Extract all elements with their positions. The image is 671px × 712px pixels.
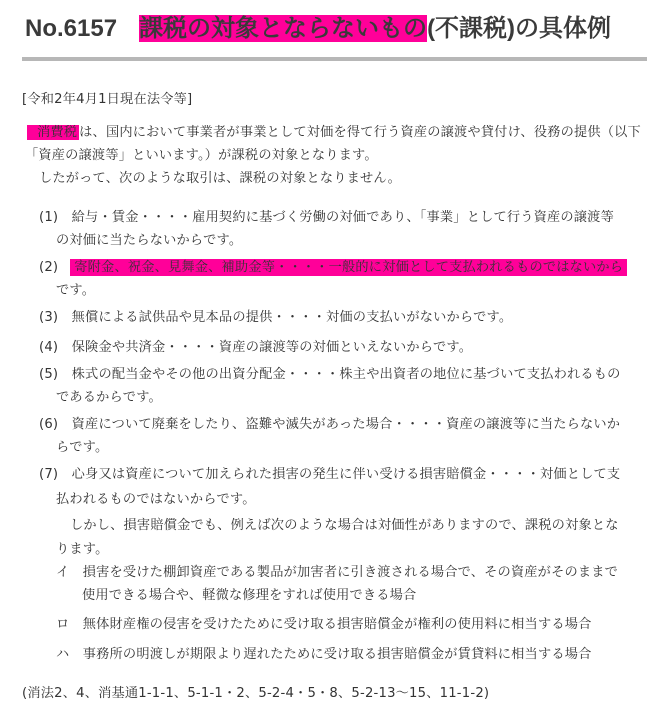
item-5-line-2: であるからです。 (56, 390, 162, 405)
item-2-highlight: 寄附金、祝金、見舞金、補助金等・・・・一般的に対価として支払われるものではないから (70, 259, 627, 276)
item-2-line-2: です。 (56, 283, 96, 298)
item-7-line-1: (7) 心身又は資産について加えられた損害の発生に伴い受ける損害賠償金・・・・対価として支 (39, 467, 621, 482)
title-divider (22, 57, 647, 61)
intro-text-1: は、国内において事業者が事業として対価を得て行う資産の譲渡や貸付け、役務の提供（以下 (79, 125, 641, 140)
item-1-line-2: の対価に当たらないからです。 (56, 233, 243, 248)
document-number: No.6157 (25, 15, 118, 42)
item-1-line-1: (1) 給与・賃金・・・・雇用契約に基づく労働の対価であり、「事業」として行う資産の譲渡等 (39, 210, 614, 225)
effective-date: [令和2年4月1日現在法令等] (22, 92, 193, 107)
title-highlight: 課税の対象とならないもの (139, 15, 428, 42)
sub-item-c: ハ 事務所の明渡しが期限より遅れたために受け取る損害賠償金が賃貸料に相当する場合 (56, 647, 592, 662)
sub-item-a-line-2: 使用できる場合や、軽微な修理をすれば使用できる場合 (82, 588, 417, 603)
consumption-tax-highlight: 消費税 (27, 125, 79, 140)
sub-item-b: ロ 無体財産権の侵害を受けたために受け取る損害賠償金が権利の使用料に相当する場合 (56, 617, 592, 632)
item-5-line-1: (5) 株式の配当金やその他の出資分配金・・・・株主や出資者の地位に基づいて支払われるもの (39, 367, 621, 382)
intro-line-1 (27, 121, 641, 140)
item-6-line-2: らです。 (56, 440, 109, 455)
item-7-line-4: ります。 (56, 542, 109, 557)
intro-line-2: 「資産の譲渡等」といいます。）が課税の対象となります。 (25, 148, 378, 163)
item-4-line-1: (4) 保険金や共済金・・・・資産の譲渡等の対価といえないからです。 (39, 340, 473, 355)
item-7-line-3: しかし、損害賠償金でも、例えば次のような場合は対価性がありますので、課税の対象とな (70, 518, 619, 533)
item-6-line-1: (6) 資産について廃棄をしたり、盗難や滅失があった場合・・・・資産の譲渡等に当たらないか (39, 417, 621, 432)
item-2-line-1 (39, 256, 627, 275)
legal-citation: (消法2、4、消基通1-1-1、5-1-1・2、5-2-4・5・8、5-2-13〜15、11-1-2) (22, 686, 490, 701)
item-7-line-2: 払われるものではないからです。 (56, 492, 256, 507)
item-3-line-1: (3) 無償による試供品や見本品の提供・・・・対価の支払いがないからです。 (39, 310, 513, 325)
intro-line-3: したがって、次のような取引は、課税の対象となりません。 (39, 171, 401, 186)
page-title (25, 8, 651, 43)
title-rest: (不課税)の具体例 (427, 15, 612, 42)
item-2-prefix: (2) (39, 260, 59, 275)
sub-item-a-line-1: イ 損害を受けた棚卸資産である製品が加害者に引き渡される場合で、その資産がそのままで (56, 565, 619, 580)
